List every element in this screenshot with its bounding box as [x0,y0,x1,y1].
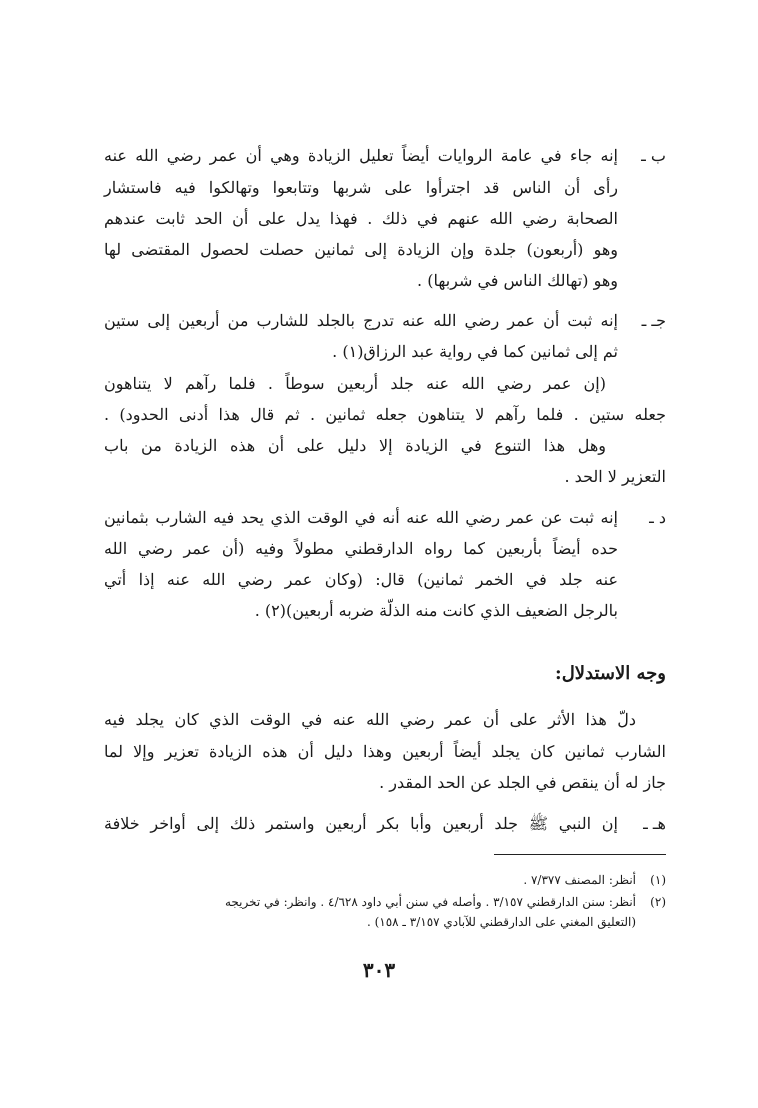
item-j-line-2: ثم إلى ثمانين كما في رواية عبد الرزاق(١) . [332,342,618,361]
item-j-marker: جـ ـ [641,311,666,330]
item-d-line-2: حده أيضاً بأربعين كما رواه الدارقطني مطولاً وفيه (أن عمر رضي الله [104,539,618,558]
footnote-1 [104,872,666,888]
item-d-marker: د ـ [649,508,666,527]
item-b-line-1: إنه جاء في عامة الروايات أيضاً تعليل الزيادة وهي أن عمر رضي الله عنه [104,146,618,165]
section-heading: وجه الاستدلال: [555,663,666,684]
inference-line-3: جاز له أن ينقص في الجلد عن الحد المقدر . [379,773,666,792]
item-d-line-3: عنه جلد في الخمر ثمانين) قال: (وكان عمر رضي الله عنه إذا أتي [104,570,618,589]
item-b-line-3: الصحابة رضي الله عنهم في ذلك . فهذا يدل على أن الحد ثابت عندهم [104,209,618,228]
item-d-line-4: بالرجل الضعيف الذي كانت منه الذلّة ضربه أربعين)(٢) . [254,601,618,620]
footnote-2-number: (٢) [650,895,666,909]
item-j-line-1: إنه ثبت أن عمر رضي الله عنه تدرج بالجلد للشارب من أربعين إلى ستين [104,311,618,330]
inference-line-1: دلّ هذا الأثر على أن عمر رضي الله عنه في الوقت الذي كان يجلد فيه [104,710,636,729]
item-b-line-4: وهو (أربعون) جلدة وإن الزيادة إلى ثمانين حصلت لحصول المقتضى لها [104,240,618,259]
footnote-1-text: أنظر: المصنف ٧/٣٧٧ . [523,873,636,887]
item-b-line-5: وهو (تهالك الناس في شربها) . [417,271,618,290]
item-h-line-1: إن النبي ﷺ جلد أربعين وأبا بكر أربعين واستمر ذلك إلى أواخر خلافة [104,814,618,833]
footnote-2 [104,894,666,910]
item-j-quote-line-2: جعله ستين . فلما رآهم لا يتناهون جعله ثمانين . ثم قال هذا أدنى الحدود) . [104,405,666,424]
item-j-line-5: وهل هذا التنوع في الزيادة إلا دليل على أن هذه الزيادة من باب [104,436,606,455]
item-j-line-6: التعزير لا الحد . [564,467,666,486]
item-b-marker: ب ـ [641,146,666,165]
footnote-rule [494,854,666,855]
page-number: ٣٠٣ [362,958,396,982]
item-h-marker: هـ ـ [643,814,666,833]
item-j-quote-line-1: (إن عمر رضي الله عنه جلد أربعين سوطاً . فلما رآهم لا يتناهون [104,374,606,393]
footnote-2-continuation: (التعليق المغني على الدارقطني للآبادي ٣/١٥٧ ـ ١٥٨) . [366,915,636,929]
footnote-2-text: أنظر: سنن الدارقطني ٣/١٥٧ . وأصله في سنن أبي داود ٤/٦٢٨ . وانظر: في تخريجه [224,895,636,909]
inference-line-2: الشارب ثمانين كان يجلد أيضاً أربعين وهذا دليل أن هذه الزيادة تعزير وإلا لما [104,742,666,761]
item-b-line-2: رأى أن الناس قد اجترأوا على شربها وتتابعوا وتهالكوا فيه فاستشار [104,178,618,197]
item-d-line-1: إنه ثبت عن عمر رضي الله عنه أنه في الوقت الذي يحد فيه الشارب بثمانين [104,508,619,527]
footnote-1-number: (١) [650,873,666,887]
